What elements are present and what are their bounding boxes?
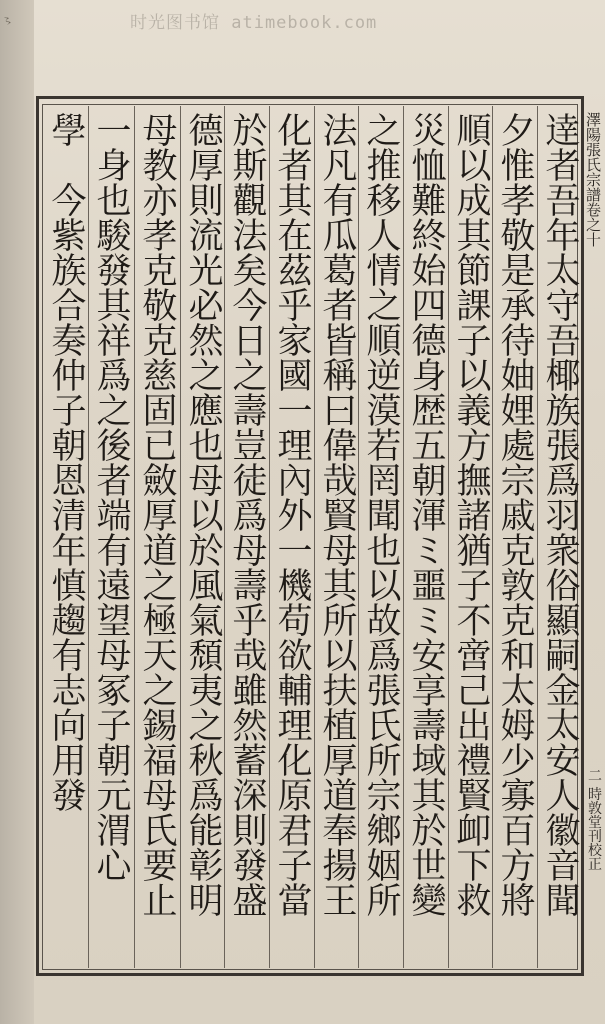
text-column-5: 之推移人情之順逆漠若罔聞也以故爲張氏所宗鄉姻所 <box>361 112 401 917</box>
text-column-9: 德厚則流光必然之應也母以於風氣頹夷之秋爲能彰明 <box>183 112 223 917</box>
column-divider <box>314 106 315 968</box>
text-column-3: 順以成其節課子以義方撫諸猶子不啻己出禮賢卹下救 <box>451 112 491 917</box>
column-divider <box>492 106 493 968</box>
column-divider <box>269 106 270 968</box>
text-column-6: 法凡有瓜葛者皆稱曰偉哉賢母其所以扶植厚道奉揚王 <box>317 112 357 917</box>
text-column-7: 化者其在茲乎家國一理內外一機苟欲輔理化原君子當 <box>272 112 312 917</box>
watermark: 时光图书馆 atimebook.com <box>130 13 378 33</box>
column-divider <box>180 106 181 968</box>
text-column-4: 災恤難終始四德身歴五朝渾ミ噩ミ安享壽域其於世變 <box>406 112 446 917</box>
text-column-10: 母教亦孝克敬克慈固已斂厚道之極天之錫福母氏要止 <box>137 112 177 917</box>
column-divider <box>403 106 404 968</box>
text-column-1: 逹者吾年太守吾椰族張爲羽衆俗顯嗣金太安人徽音聞 <box>540 112 580 917</box>
column-divider <box>134 106 135 968</box>
column-divider <box>224 106 225 968</box>
book-spine-shadow <box>0 0 34 1024</box>
text-column-12: 學 今紫族合奏仲子朝恩清年慎趨有志向用發 <box>46 112 86 812</box>
column-divider <box>88 106 89 968</box>
column-divider <box>448 106 449 968</box>
text-column-11: 一身也駿發其祥爲之後者端有遠望母冢子朝元渭心 <box>91 112 131 882</box>
spine-mark: 〻 <box>1 14 15 29</box>
column-divider <box>358 106 359 968</box>
column-divider <box>537 106 538 968</box>
margin-folio: 二 時敦堂刊校正 <box>586 768 602 871</box>
margin-title: 澤陽張氏宗譜卷之十 <box>584 112 602 247</box>
text-column-2: 夕惟孝敬是承待妯娌處宗戚克敦克和太姆少寡百方將 <box>495 112 535 917</box>
text-column-8: 於斯觀法矣今日之壽豈徒爲母壽乎哉雖然蓄深則發盛 <box>227 112 267 917</box>
